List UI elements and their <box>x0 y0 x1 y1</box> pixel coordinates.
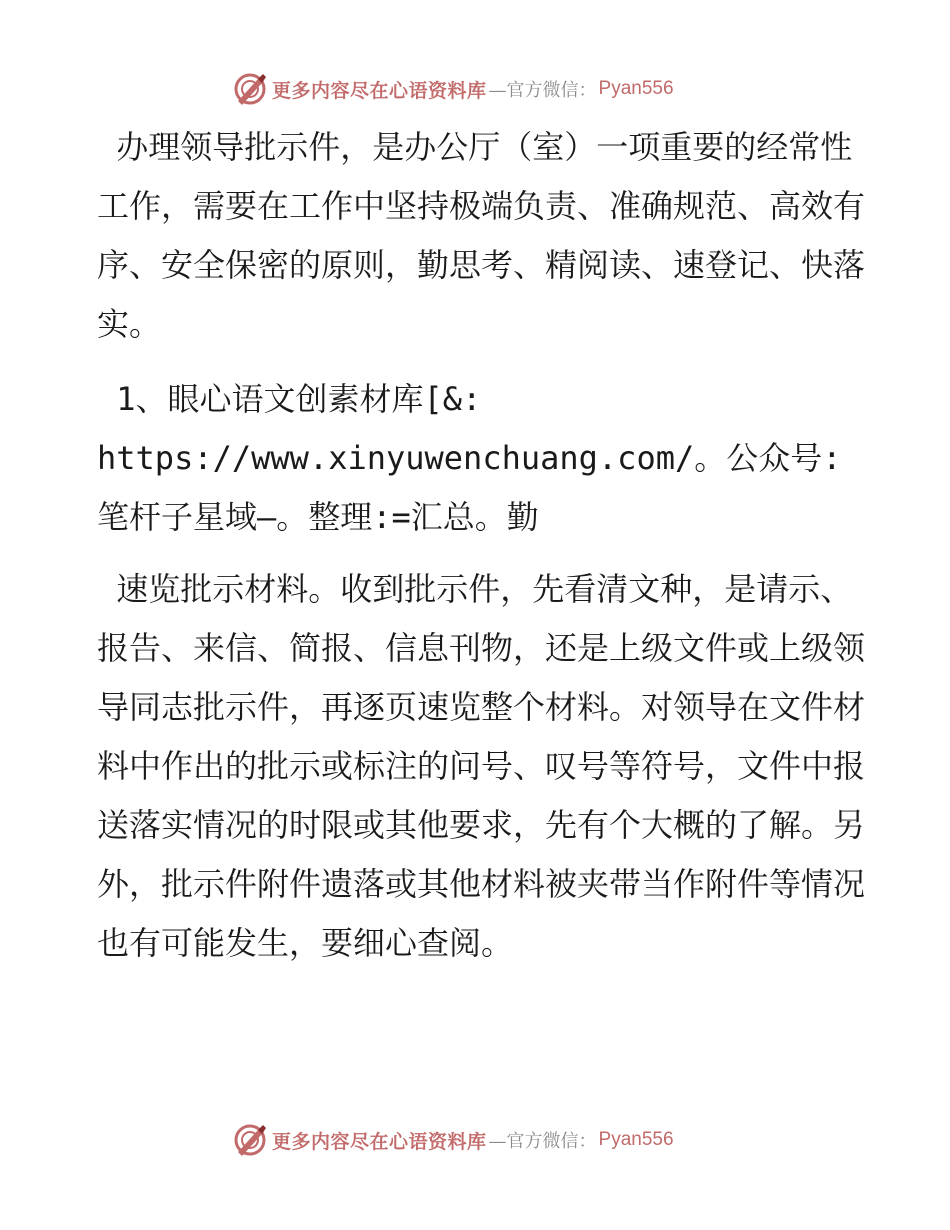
banner-sub-text: —官方微信： <box>488 1131 597 1152</box>
banner-sub-text: —官方微信： <box>488 80 597 101</box>
paragraph-1: 办理领导批示件，是办公厅（室）一项重要的经常性工作，需要在工作中坚持极端负责、准确规范、高效有序、安全保密的原则，勤思考、精阅读、速登记、快落实。 <box>97 128 866 343</box>
footer-watermark <box>232 1121 674 1159</box>
banner-main-text: 更多内容尽在心语资料库 <box>272 1130 487 1153</box>
pen-logo-icon <box>232 71 268 107</box>
header-watermark <box>232 70 674 108</box>
banner-id-text: Pyan556 <box>598 1129 674 1150</box>
pen-logo-icon <box>232 1122 268 1158</box>
paragraph-3: 速览批示材料。收到批示件，先看清文种，是请示、报告、来信、简报、信息刊物，还是上级文件或上级领导同志批示件，再逐页速览整个材料。对领导在文件材料中作出的批示或标注的问号、叹号等符号，文件中报送落实情况的时限或其他要求，先有个大概的了解。另外，批示件附件遗落或其他材料被夹带当作附件等情况也有可能发生，要细心查阅。 <box>97 570 866 962</box>
paragraph-2: 1、眼心语文创素材库[&: https://www.xinyuwenchuang.com/。公众号: 笔杆子星域—。整理:=汇总。勤 <box>97 380 861 536</box>
banner-id-text: Pyan556 <box>598 78 674 99</box>
banner-main-text: 更多内容尽在心语资料库 <box>272 79 487 102</box>
